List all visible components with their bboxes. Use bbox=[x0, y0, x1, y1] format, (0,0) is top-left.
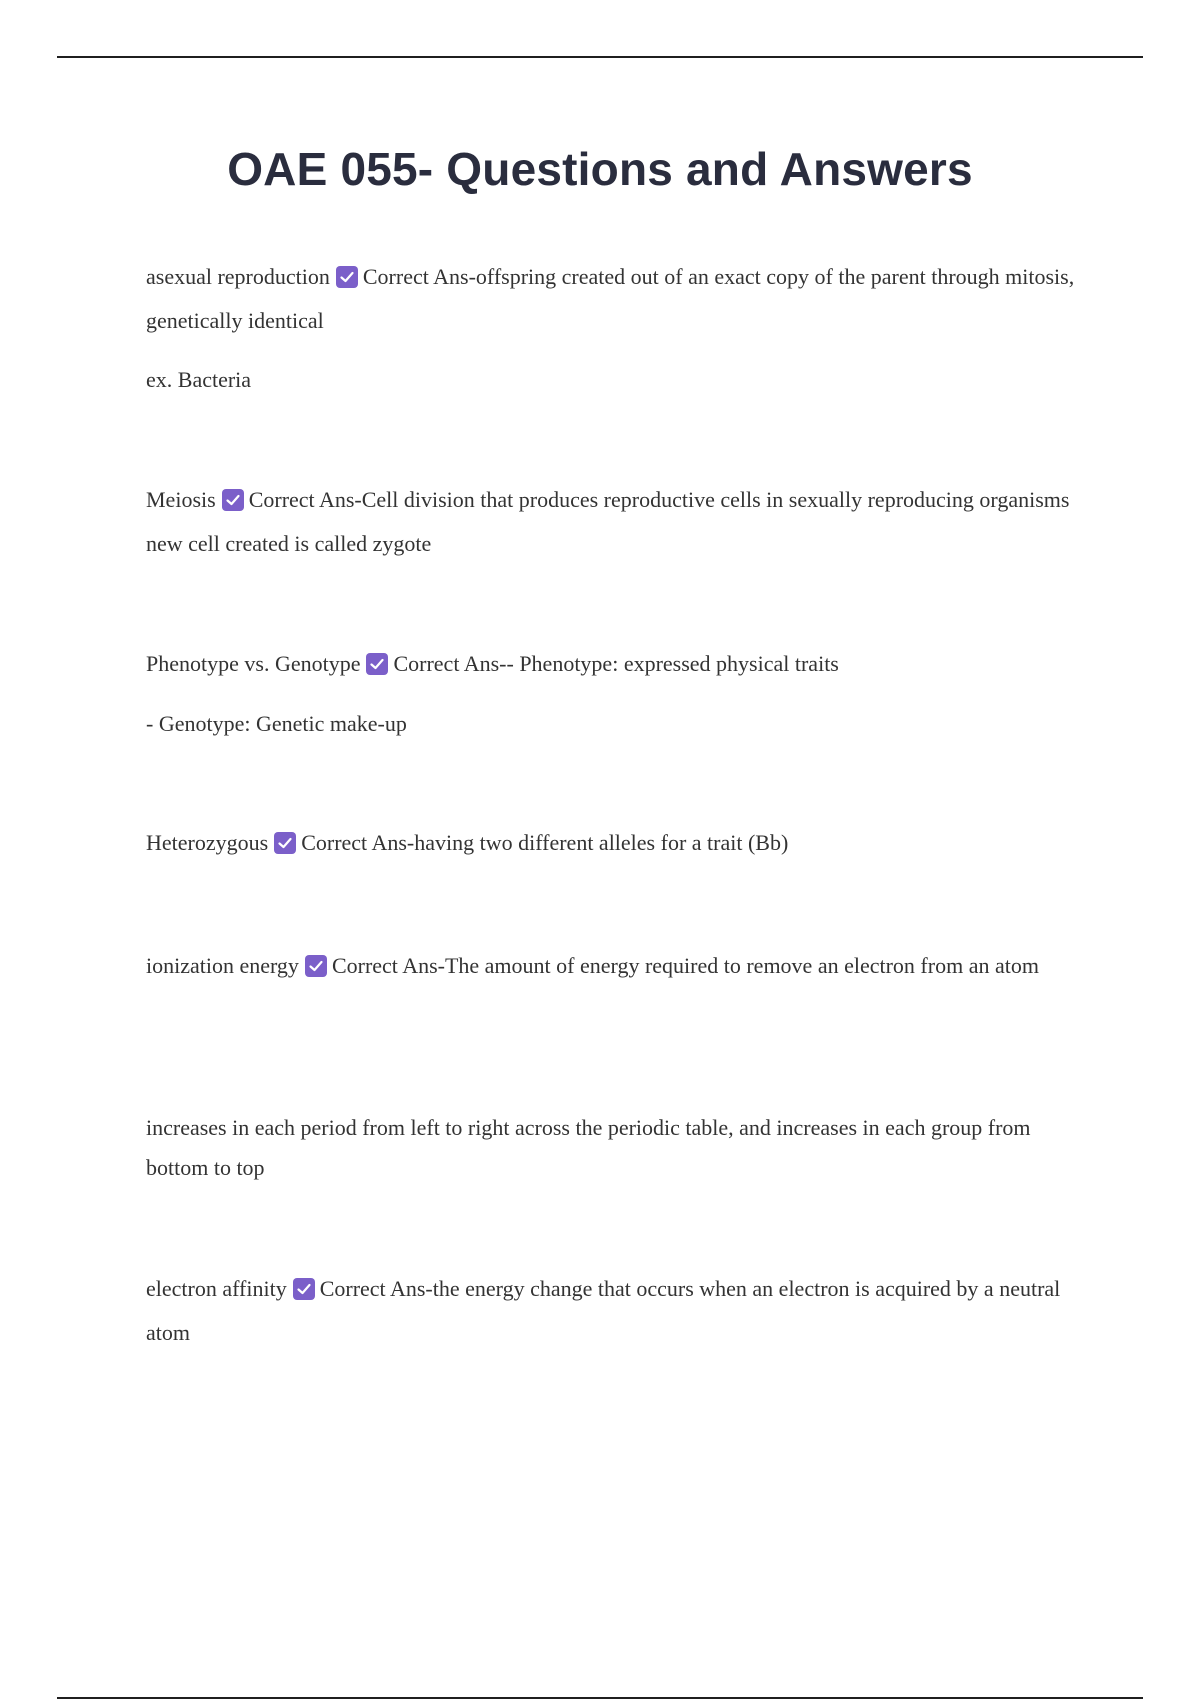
bottom-rule bbox=[57, 1697, 1143, 1699]
entry-phenotype-vs-genotype bbox=[146, 642, 1096, 686]
check-icon bbox=[336, 266, 358, 288]
entry-heterozygous bbox=[146, 821, 1096, 865]
entry-term: Heterozygous bbox=[146, 830, 269, 855]
entry-term: electron affinity bbox=[146, 1276, 287, 1301]
check-icon bbox=[274, 832, 296, 854]
check-icon bbox=[366, 653, 388, 675]
document-title: OAE 055- Questions and Answers bbox=[227, 143, 973, 195]
check-icon bbox=[305, 955, 327, 977]
entry-answer: Correct Ans-the energy change that occurs when an electron is acquired by a neutral atom bbox=[146, 1276, 1061, 1345]
entry-term: asexual reproduction bbox=[146, 264, 330, 289]
entry-example: ex. Bacteria bbox=[146, 367, 252, 392]
entry-term: ionization energy bbox=[146, 953, 299, 978]
entry-genotype-line: - Genotype: Genetic make-up bbox=[146, 711, 407, 736]
entry-answer: Correct Ans-Cell division that produces reproductive cells in sexually reproducing organisms new cell created is called zygote bbox=[146, 487, 1070, 556]
entry-term: Meiosis bbox=[146, 487, 216, 512]
entry-meiosis bbox=[146, 478, 1096, 566]
top-rule bbox=[57, 56, 1143, 58]
entry-asexual-reproduction bbox=[146, 255, 1096, 343]
check-icon bbox=[222, 489, 244, 511]
check-icon bbox=[293, 1278, 315, 1300]
entry-electron-affinity bbox=[146, 1267, 1096, 1355]
entry-answer: Correct Ans-offspring created out of an exact copy of the parent through mitosis, genetically identical bbox=[146, 264, 1075, 333]
entry-answer: Correct Ans-The amount of energy required to remove an electron from an atom bbox=[331, 953, 1039, 978]
entry-ionization-trend: increases in each period from left to right across the periodic table, and increases in each group from bottom to top bbox=[146, 1115, 1031, 1180]
entry-term: Phenotype vs. Genotype bbox=[146, 651, 361, 676]
entry-ionization-energy bbox=[146, 944, 1096, 988]
entry-answer: Correct Ans-having two different alleles for a trait (Bb) bbox=[301, 830, 789, 855]
entry-answer: Correct Ans-- Phenotype: expressed physical traits bbox=[393, 651, 839, 676]
